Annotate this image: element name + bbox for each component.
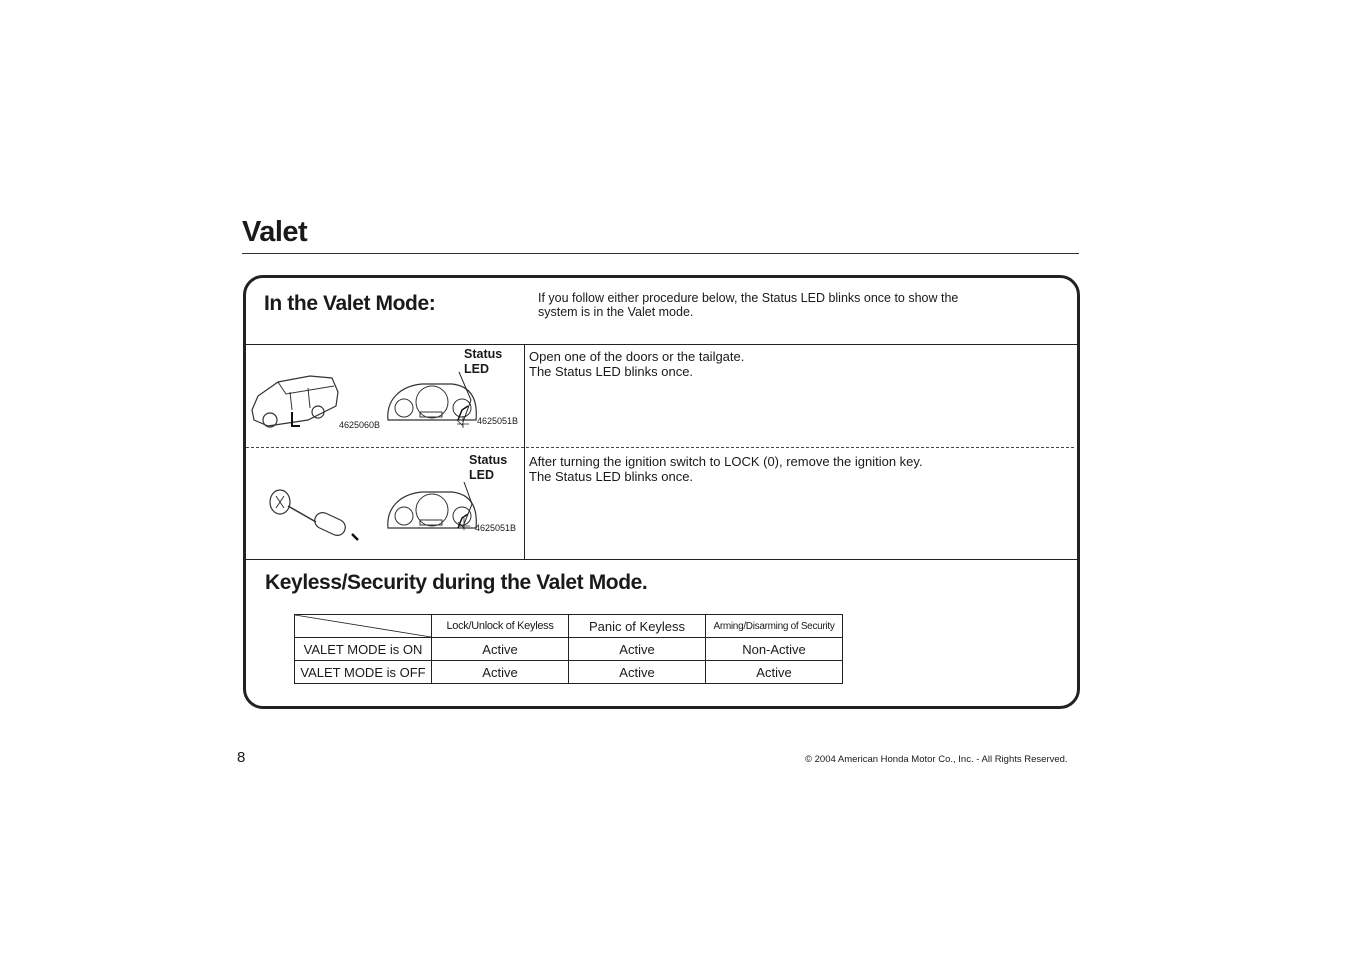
column-header: Arming/Disarming of Security	[706, 615, 843, 638]
status-label-line: Status	[469, 453, 508, 467]
status-label-line: LED	[469, 468, 494, 482]
figure-code: 4625051B	[475, 523, 517, 533]
step-instruction	[529, 454, 923, 484]
table-header-row	[295, 615, 843, 638]
table-cell: Active	[569, 638, 706, 661]
table-cell: Active	[569, 661, 706, 684]
column-header: Lock/Unlock of Keyless	[432, 615, 569, 638]
step-line: The Status LED blinks once.	[529, 469, 694, 484]
table-cell: Active	[432, 661, 569, 684]
figure-code: 4625060B	[339, 420, 381, 430]
column-divider	[524, 345, 525, 559]
status-led-label	[469, 453, 507, 483]
title-divider	[242, 253, 1079, 254]
keyless-security-table	[294, 614, 843, 684]
table-cell: Active	[706, 661, 843, 684]
page-number: 8	[237, 749, 246, 766]
ignition-key-illustration	[266, 488, 362, 542]
table-row	[295, 661, 843, 684]
copyright-notice: © 2004 American Honda Motor Co., Inc. - All Rights Reserved.	[805, 754, 1068, 765]
step-line: The Status LED blinks once.	[529, 364, 694, 379]
page-title: Valet	[242, 216, 308, 248]
minivan-door-illustration	[248, 368, 343, 432]
empty-corner-cell	[295, 615, 432, 638]
column-header: Panic of Keyless	[569, 615, 706, 638]
keyless-heading: Keyless/Security during the Valet Mode.	[265, 571, 648, 594]
table-cell: Active	[432, 638, 569, 661]
table-row	[295, 638, 843, 661]
status-label-line: LED	[464, 362, 489, 376]
step-line: After turning the ignition switch to LOCK (0), remove the ignition key.	[529, 454, 923, 469]
divider	[243, 559, 1077, 560]
diagonal-line	[295, 615, 431, 637]
table-cell: Non-Active	[706, 638, 843, 661]
figure-code: 4625051B	[477, 416, 519, 426]
status-label-line: Status	[464, 347, 503, 361]
divider	[243, 344, 1077, 345]
row-label: VALET MODE is OFF	[295, 661, 432, 684]
row-label: VALET MODE is ON	[295, 638, 432, 661]
step-instruction	[529, 349, 744, 379]
dashed-divider	[246, 447, 1074, 448]
step-line: Open one of the doors or the tailgate.	[529, 349, 745, 364]
valet-mode-intro: If you follow either procedure below, the Status LED blinks once to show the system is in the Valet mode.	[538, 291, 959, 319]
valet-mode-heading: In the Valet Mode:	[264, 292, 436, 315]
